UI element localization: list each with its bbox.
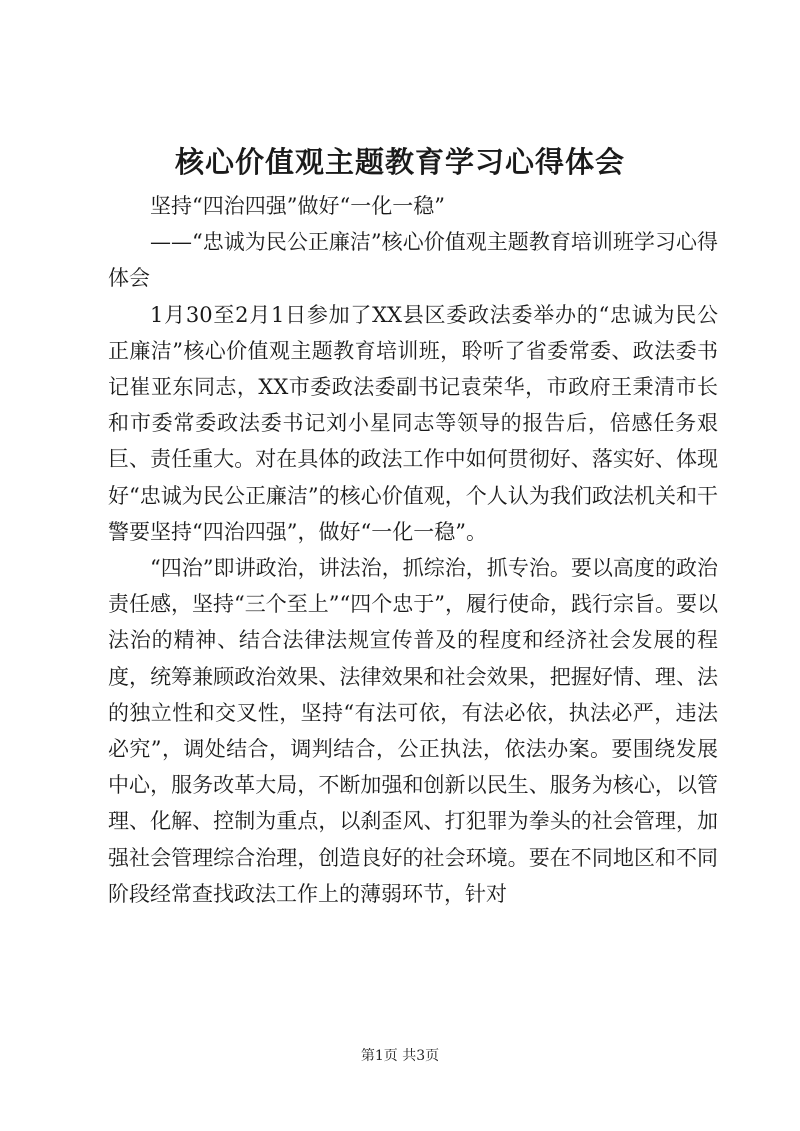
page-footer: 第1页 共3页 (360, 1048, 440, 1064)
document-byline: ——“忠诚为民公正廉洁”核心价值观主题教育培训班学习心得体会 (108, 230, 718, 291)
document-title: 核心价值观主题教育学习心得体会 (174, 145, 625, 179)
document-subtitle: 坚持“四治四强”做好“一化一稳” (150, 194, 445, 218)
paragraph-1: 1月30至2月1日参加了XX县区委政法委举办的“忠诚为民公正廉洁”核心价值观主题教育培训班，聆听了省委常委、政法委书记崔亚东同志，XX市委政法委副书记袁荣华，市政府王秉清市长和市委常委政法委书记刘小星同志等领导的报告后，倍感任务艰巨、责任重大。对在具体的政法工作中如何贯彻好、落实好、体现好“忠诚为民公正廉洁”的核心价值观，个人认为我们政法机关和干警要坚持“四治四强”，做好“一化一稳”。 (108, 302, 718, 544)
paragraph-2: “四治”即讲政治，讲法治，抓综治，抓专治。要以高度的政治责任感，坚持“三个至上”“四个忠于”，履行使命，践行宗旨。要以法治的精神、结合法律法规宣传普及的程度和经济社会发展的程度，统筹兼顾政治效果、法律效果和社会效果，把握好情、理、法的独立性和交叉性，坚持“有法可依，有法必依，执法必严，违法必究”，调处结合，调判结合，公正执法，依法办案。要围绕发展中心，服务改革大局，不断加强和创新以民生、服务为核心，以管理、化解、控制为重点，以刹歪风、打犯罪为拳头的社会管理，加强社会管理综合治理，创造良好的社会环境。要在不同地区和不同阶段经常查找政法工作上的薄弱环节，针对 (108, 556, 718, 906)
document-body (108, 188, 718, 912)
